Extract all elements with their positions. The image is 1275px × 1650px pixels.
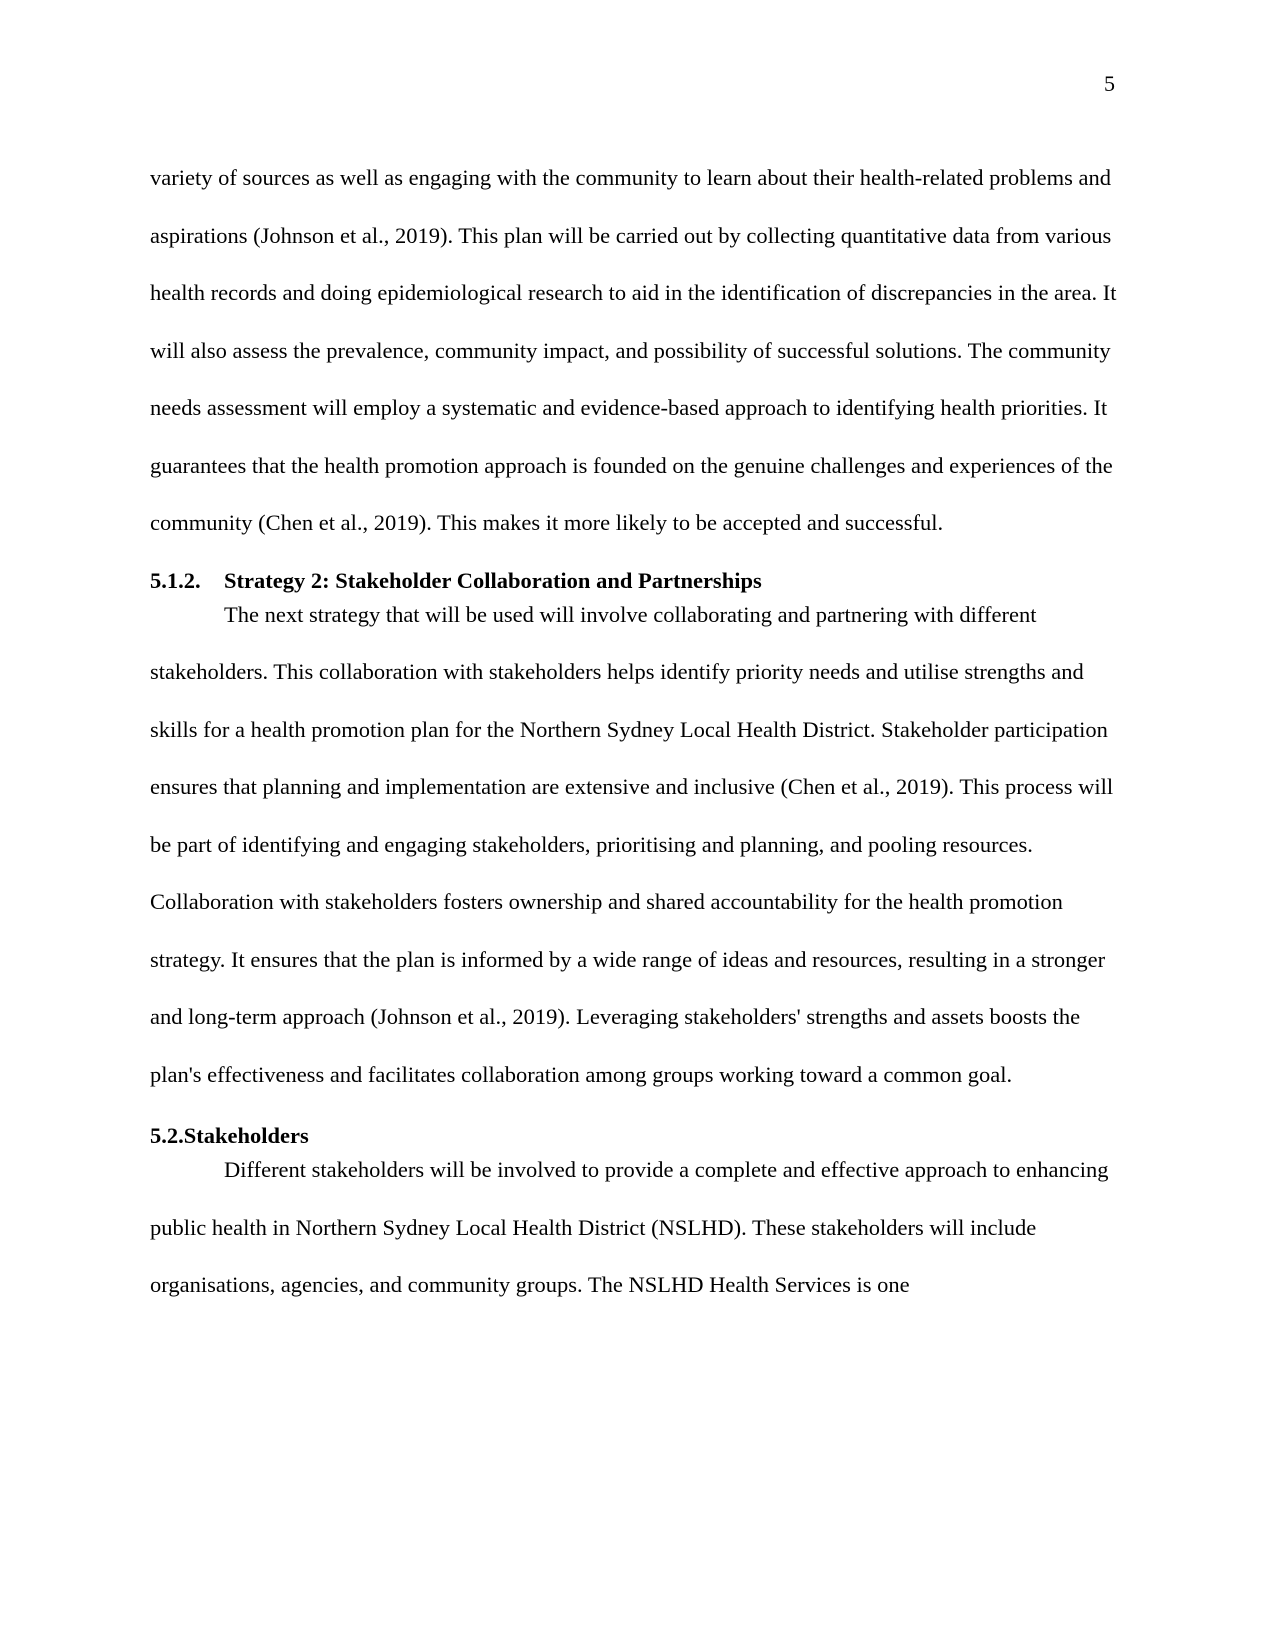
section-number: 5.1.2. (150, 567, 201, 593)
section-heading: 5.2.Stakeholders (150, 1123, 309, 1148)
body-paragraph: Different stakeholders will be involved to provide a complete and effective approach to enhancing public health in Northern Sydney Local Health District (NSLHD). These stakeholders will include organisations, agencies, and community groups. The NSLHD Health Services is one (150, 1157, 1109, 1297)
body-paragraph: The next strategy that will be used will involve collaborating and partnering with different stakeholders. This collaboration with stakeholders helps identify priority needs and utilise strengths and skills for a health promotion plan for the Northern Sydney Local Health District. Stakeholder participation ensures that planning and implementation are extensive and inclusive (Chen et al., 2019). This process will be part of identifying and engaging stakeholders, prioritising and planning, and pooling resources. Collaboration with stakeholders fosters ownership and shared accountability for the health promotion strategy. It ensures that the plan is informed by a wide range of ideas and resources, resulting in a stronger and long-term approach (Johnson et al., 2019). Leveraging stakeholders' strengths and assets boosts the plan's effectiveness and facilitates collaboration among groups working toward a common goal. (150, 601, 1114, 1087)
document-body (150, 149, 1130, 1314)
section-title: Strategy 2: Stakeholder Collaboration and Partnerships (224, 567, 762, 593)
body-paragraph: variety of sources as well as engaging with the community to learn about their health-related problems and aspirations (Johnson et al., 2019). This plan will be carried out by collecting quantitative data from various health records and doing epidemiological research to aid in the identification of discrepancies in the area. It will also assess the prevalence, community impact, and possibility of successful solutions. The community needs assessment will employ a systematic and evidence-based approach to identifying health priorities. It guarantees that the health promotion approach is founded on the genuine challenges and experiences of the community (Chen et al., 2019). This makes it more likely to be accepted and successful. (150, 165, 1117, 535)
page-number: 5 (1104, 71, 1115, 96)
